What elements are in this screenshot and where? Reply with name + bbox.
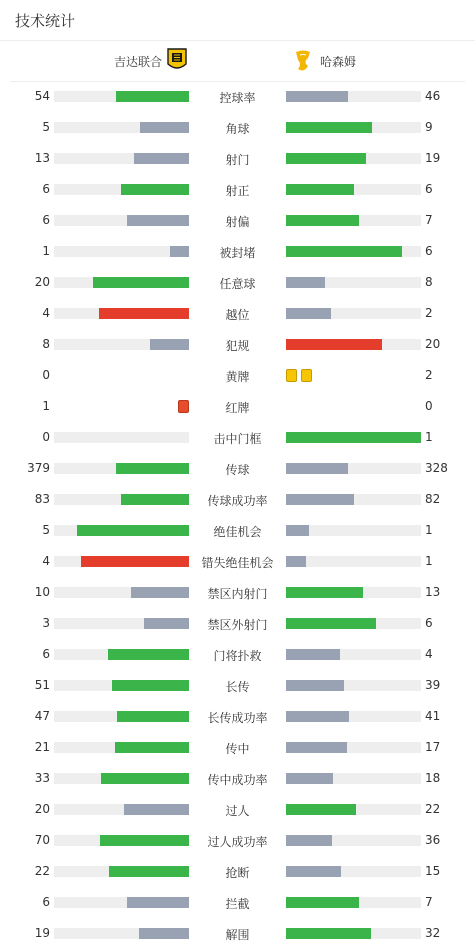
away-stat-bar-track [286,432,421,443]
home-stat-bar-track [54,680,189,691]
home-stat-bar-fill [127,897,189,908]
home-stat-value: 19 [34,926,50,940]
stat-row [0,794,475,825]
home-stat-value: 4 [42,554,50,568]
home-stat-bar-track [54,866,189,877]
stat-row [0,329,475,360]
home-stat-bar-fill [131,587,189,598]
home-stat-bar-fill [77,525,189,536]
home-stat-bar-fill [121,184,189,195]
home-stat-value: 20 [34,275,50,289]
home-stat-value: 6 [42,213,50,227]
home-stat-value: 379 [27,461,50,475]
away-stat-bar-fill [286,556,306,567]
stat-label: 犯规 [225,339,250,353]
home-stat-bar-fill [81,556,189,567]
home-stat-value: 20 [34,802,50,816]
stat-row [0,422,475,453]
stat-row [0,608,475,639]
stat-row [0,236,475,267]
home-stat-bar-track [54,897,189,908]
home-stat-bar-track [54,835,189,846]
stat-label: 禁区内射门 [207,587,268,601]
away-stat-value: 22 [425,802,441,816]
home-stat-bar-fill [109,866,189,877]
stat-row [0,143,475,174]
stat-label: 门将扑救 [213,649,262,663]
home-stat-bar-track [54,587,189,598]
stat-label: 越位 [225,308,250,322]
stat-label: 任意球 [219,277,256,291]
away-stat-bar-track [286,308,421,319]
yellow-card-icon [286,369,297,382]
stat-row [0,174,475,205]
stat-label: 射门 [225,153,250,167]
away-stat-value: 82 [425,492,441,506]
away-stat-bar-fill [286,122,372,133]
home-stat-bar-track [54,122,189,133]
away-stat-bar-track [286,866,421,877]
away-stat-bar-track [286,339,421,350]
away-stat-bar-fill [286,866,341,877]
away-stat-bar-track [286,215,421,226]
away-stat-bar-fill [286,618,376,629]
away-stat-value: 39 [425,678,441,692]
home-stat-bar-fill [121,494,189,505]
yellow-card-icon [301,369,312,382]
home-stat-bar-fill [112,680,189,691]
away-stat-bar-track [286,835,421,846]
away-cards [286,369,316,383]
stat-row [0,484,475,515]
home-stat-bar-track [54,91,189,102]
away-stat-bar-fill [286,153,366,164]
home-stat-bar-track [54,525,189,536]
away-stat-bar-track [286,928,421,939]
away-stat-value: 6 [425,616,433,630]
away-stat-bar-fill [286,742,347,753]
stat-label: 控球率 [219,91,256,105]
home-stat-value: 21 [34,740,50,754]
away-stat-value: 6 [425,244,433,258]
stat-row [0,298,475,329]
stat-label: 黄牌 [225,370,250,384]
hazem-crest-icon [293,49,313,73]
away-stat-bar-fill [286,525,309,536]
away-stat-bar-fill [286,184,354,195]
home-stat-bar-track [54,649,189,660]
stat-label: 禁区外射门 [207,618,268,632]
home-stat-bar-track [54,494,189,505]
stat-row [0,732,475,763]
away-stat-bar-fill [286,308,331,319]
away-stat-bar-fill [286,494,354,505]
stat-row [0,887,475,918]
stat-label: 传球 [225,463,250,477]
away-stat-bar-track [286,618,421,629]
home-stat-bar-fill [101,773,189,784]
away-stat-bar-fill [286,649,340,660]
home-stat-value: 6 [42,182,50,196]
away-stat-value: 15 [425,864,441,878]
away-stat-bar-fill [286,432,421,443]
away-stat-value: 7 [425,895,433,909]
away-stat-bar-track [286,804,421,815]
home-stat-bar-fill [140,122,189,133]
stat-label: 射正 [225,184,250,198]
stat-label: 拦截 [225,897,250,911]
away-stat-value: 20 [425,337,441,351]
away-stat-bar-track [286,277,421,288]
away-stat-value: 41 [425,709,441,723]
away-stat-bar-fill [286,587,363,598]
away-stat-value: 46 [425,89,441,103]
stat-label: 角球 [225,122,250,136]
home-stat-bar-track [54,215,189,226]
red-card-icon [178,400,189,413]
away-stat-value: 18 [425,771,441,785]
stat-row [0,546,475,577]
stat-row [0,577,475,608]
stat-label: 长传成功率 [207,711,268,725]
away-stat-bar-fill [286,773,333,784]
away-stat-value: 1 [425,430,433,444]
stat-row [0,205,475,236]
home-stat-bar-track [54,773,189,784]
away-stat-bar-track [286,91,421,102]
home-stat-bar-track [54,277,189,288]
stat-label: 绝佳机会 [213,525,262,539]
away-stat-bar-fill [286,246,402,257]
stat-row [0,825,475,856]
home-stat-value: 10 [34,585,50,599]
home-stat-bar-fill [127,215,189,226]
away-stat-bar-fill [286,804,356,815]
home-stat-bar-fill [139,928,189,939]
away-stat-bar-track [286,649,421,660]
stat-row [0,81,475,112]
home-stat-value: 1 [42,399,50,413]
home-stat-value: 4 [42,306,50,320]
home-stat-value: 0 [42,430,50,444]
away-stat-bar-track [286,773,421,784]
stat-row [0,639,475,670]
away-stat-value: 9 [425,120,433,134]
away-stat-bar-track [286,587,421,598]
home-stat-bar-fill [117,711,189,722]
home-stat-bar-track [54,618,189,629]
home-stat-bar-track [54,742,189,753]
away-stat-bar-track [286,556,421,567]
home-stat-bar-fill [115,742,189,753]
away-stat-bar-fill [286,463,348,474]
away-stat-value: 1 [425,554,433,568]
away-stat-value: 2 [425,368,433,382]
away-stat-bar-fill [286,277,325,288]
away-stat-bar-fill [286,711,349,722]
away-stat-value: 8 [425,275,433,289]
away-stat-bar-fill [286,835,332,846]
home-stat-value: 22 [34,864,50,878]
home-stat-bar-fill [150,339,189,350]
stat-label: 击中门框 [213,432,262,446]
away-stat-bar-fill [286,897,359,908]
home-stat-value: 0 [42,368,50,382]
home-stat-value: 83 [34,492,50,506]
away-stat-bar-fill [286,339,382,350]
home-stat-bar-fill [124,804,189,815]
home-stat-bar-fill [170,246,189,257]
stat-row [0,391,475,422]
home-stat-value: 8 [42,337,50,351]
home-stat-bar-fill [93,277,189,288]
home-stat-bar-track [54,308,189,319]
stat-label: 传中 [225,742,250,756]
stat-label: 过人 [225,804,250,818]
stat-row [0,763,475,794]
stat-row [0,453,475,484]
team-header [0,41,475,81]
home-stat-bar-fill [108,649,189,660]
home-stat-value: 5 [42,120,50,134]
away-stat-bar-track [286,463,421,474]
home-stat-bar-track [54,184,189,195]
stat-label: 传球成功率 [207,494,268,508]
away-team-name: 哈森姆 [320,55,357,69]
away-stat-value: 2 [425,306,433,320]
away-stat-value: 0 [425,399,433,413]
away-stat-value: 4 [425,647,433,661]
home-stat-bar-track [54,153,189,164]
away-stat-bar-track [286,494,421,505]
away-stat-value: 13 [425,585,441,599]
away-stat-bar-track [286,153,421,164]
home-team-name: 吉达联合 [113,55,162,69]
stat-label: 错失绝佳机会 [201,556,274,570]
away-stat-bar-track [286,246,421,257]
away-stat-value: 6 [425,182,433,196]
page-title: 技术统计 [15,12,76,30]
home-stat-value: 6 [42,647,50,661]
home-stat-value: 54 [34,89,50,103]
away-stat-bar-fill [286,928,371,939]
stat-row [0,515,475,546]
home-stat-bar-fill [134,153,189,164]
home-stat-bar-track [54,804,189,815]
stat-row [0,670,475,701]
away-stat-bar-track [286,122,421,133]
away-stat-value: 328 [425,461,448,475]
away-stat-bar-track [286,184,421,195]
stat-row [0,267,475,298]
away-stat-bar-fill [286,91,348,102]
home-cards [174,400,189,414]
home-stat-bar-track [54,463,189,474]
ittihad-crest-icon [166,47,188,73]
away-stat-bar-track [286,742,421,753]
home-stat-bar-track [54,556,189,567]
stat-row [0,112,475,143]
home-stat-bar-fill [100,835,189,846]
home-stat-bar-track [54,432,189,443]
home-stat-value: 1 [42,244,50,258]
stat-row [0,918,475,949]
stats-list [0,81,475,949]
stat-label: 被封堵 [219,246,256,260]
stat-label: 传中成功率 [207,773,268,787]
home-stat-bar-track [54,711,189,722]
away-stat-value: 17 [425,740,441,754]
home-stat-value: 3 [42,616,50,630]
away-stat-value: 36 [425,833,441,847]
home-stat-bar-fill [99,308,189,319]
stat-row [0,701,475,732]
away-stat-bar-track [286,525,421,536]
away-stat-bar-fill [286,680,344,691]
home-stat-value: 13 [34,151,50,165]
away-stat-bar-track [286,680,421,691]
away-stat-value: 19 [425,151,441,165]
home-stat-value: 33 [34,771,50,785]
home-stat-bar-track [54,246,189,257]
away-stat-value: 7 [425,213,433,227]
home-stat-bar-fill [116,463,189,474]
away-stat-value: 1 [425,523,433,537]
home-stat-value: 47 [34,709,50,723]
away-stat-bar-track [286,711,421,722]
home-stat-value: 6 [42,895,50,909]
away-stat-bar-fill [286,215,359,226]
home-stat-value: 51 [34,678,50,692]
stat-label: 红牌 [225,401,250,415]
stat-label: 长传 [225,680,250,694]
stat-label: 射偏 [225,215,250,229]
stat-row [0,856,475,887]
stat-row [0,360,475,391]
stat-label: 过人成功率 [207,835,268,849]
home-stat-value: 5 [42,523,50,537]
home-stat-bar-fill [144,618,189,629]
away-stat-bar-track [286,897,421,908]
stat-label: 抢断 [225,866,250,880]
away-stat-value: 32 [425,926,441,940]
home-stat-bar-fill [116,91,189,102]
home-stat-bar-track [54,928,189,939]
home-stat-value: 70 [34,833,50,847]
home-stat-bar-track [54,339,189,350]
stat-label: 解围 [225,928,250,942]
